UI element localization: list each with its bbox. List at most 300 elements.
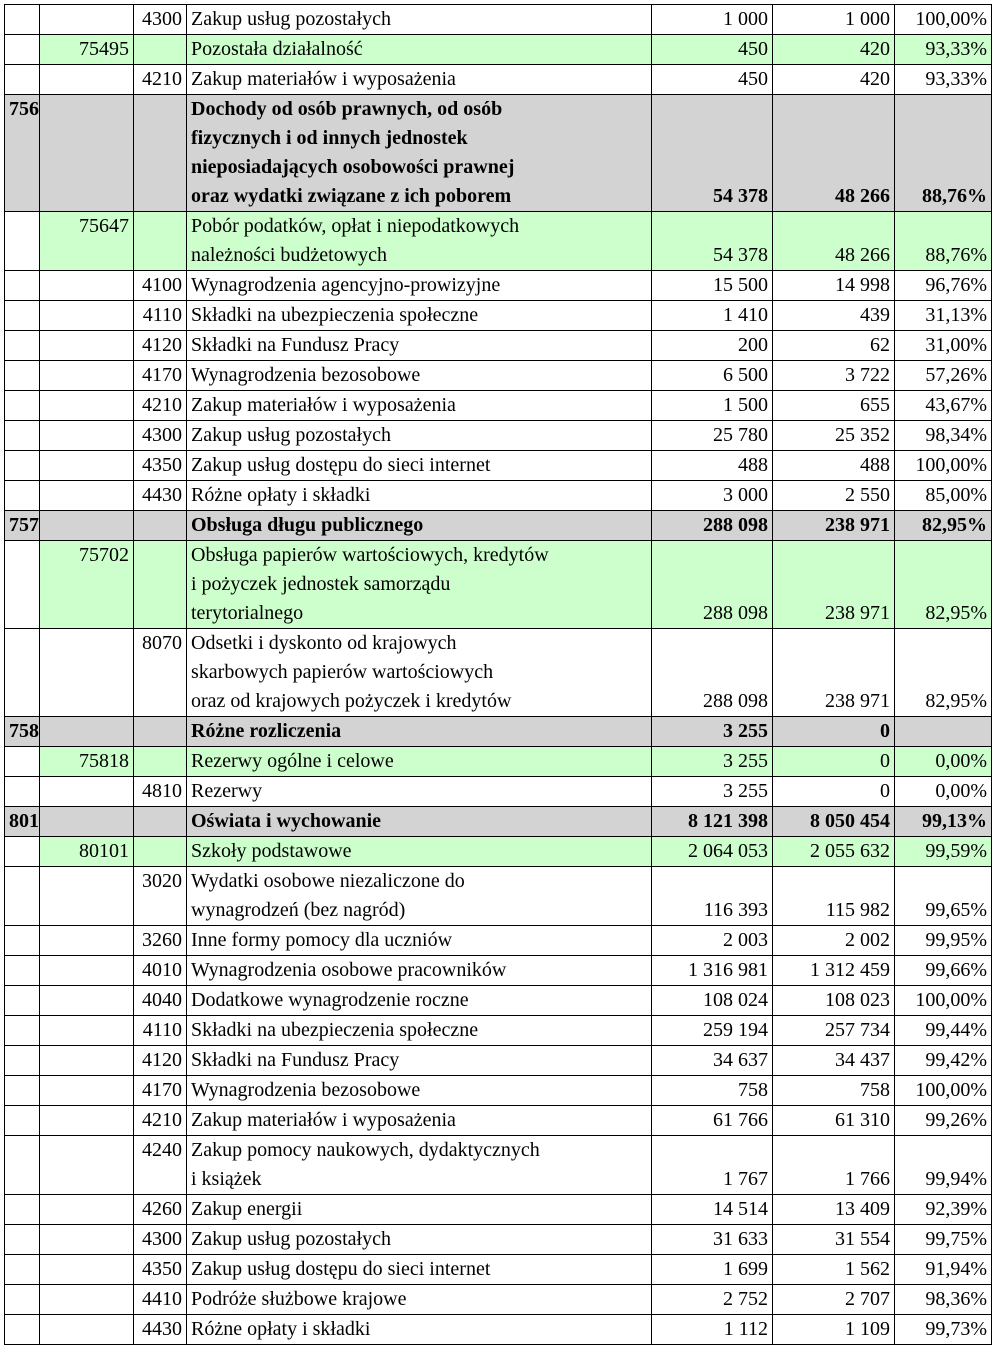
paragraf-code-cell: 4110 — [134, 1016, 187, 1046]
item-name-cell — [187, 717, 652, 747]
paragraf-row — [5, 301, 992, 331]
dzial-code-cell — [5, 956, 40, 986]
plan-value-cell: 31 633 — [652, 1225, 773, 1255]
execution-value-cell: 1 562 — [773, 1255, 895, 1285]
plan-value-cell: 25 780 — [652, 421, 773, 451]
budget-table — [4, 4, 992, 1345]
execution-percent-cell: 31,00% — [895, 331, 992, 361]
rozdzial-code-cell — [40, 421, 134, 451]
execution-percent-cell: 88,76% — [895, 212, 992, 271]
rozdzial-code-cell — [40, 867, 134, 926]
plan-value-cell: 2 064 053 — [652, 837, 773, 867]
item-name-line: fizycznych i od innych jednostek — [191, 127, 468, 149]
rozdzial-code-cell — [40, 717, 134, 747]
rozdzial-code-cell: 75702 — [40, 541, 134, 629]
paragraf-row — [5, 331, 992, 361]
item-name-cell — [187, 212, 652, 271]
execution-value-cell: 61 310 — [773, 1106, 895, 1136]
paragraf-code-cell: 8070 — [134, 629, 187, 717]
plan-value-cell: 288 098 — [652, 629, 773, 717]
execution-value-cell: 0 — [773, 777, 895, 807]
item-name-line: Zakup usług pozostałych — [191, 1228, 391, 1250]
paragraf-row — [5, 1225, 992, 1255]
execution-value-cell: 420 — [773, 35, 895, 65]
dzial-code-cell — [5, 541, 40, 629]
item-name-line: Pobór podatków, opłat i niepodatkowych — [191, 215, 520, 237]
paragraf-code-cell: 4300 — [134, 421, 187, 451]
item-name-line: Inne formy pomocy dla uczniów — [191, 929, 453, 951]
item-name-cell — [187, 361, 652, 391]
dzial-code-cell: 801 — [5, 807, 40, 837]
plan-value-cell: 1 410 — [652, 301, 773, 331]
plan-value-cell: 3 255 — [652, 747, 773, 777]
dzial-code-cell — [5, 212, 40, 271]
plan-value-cell: 1 000 — [652, 5, 773, 35]
execution-percent-cell: 99,44% — [895, 1016, 992, 1046]
execution-value-cell: 3 722 — [773, 361, 895, 391]
execution-percent-cell: 0,00% — [895, 747, 992, 777]
paragraf-code-cell: 4350 — [134, 451, 187, 481]
plan-value-cell: 1 500 — [652, 391, 773, 421]
paragraf-code-cell: 4120 — [134, 1046, 187, 1076]
item-name-line: Pozostała działalność — [191, 38, 363, 60]
dzial-code-cell — [5, 867, 40, 926]
paragraf-code-cell: 4810 — [134, 777, 187, 807]
item-name-line: Obsługa długu publicznego — [191, 514, 424, 536]
paragraf-code-cell: 4120 — [134, 331, 187, 361]
plan-value-cell: 108 024 — [652, 986, 773, 1016]
execution-percent-cell: 98,36% — [895, 1285, 992, 1315]
plan-value-cell: 758 — [652, 1076, 773, 1106]
plan-value-cell: 288 098 — [652, 541, 773, 629]
item-name-line: Składki na Fundusz Pracy — [191, 1049, 400, 1071]
dzial-row — [5, 511, 992, 541]
dzial-code-cell — [5, 777, 40, 807]
paragraf-code-cell: 4210 — [134, 65, 187, 95]
item-name-line: Zakup usług dostępu do sieci internet — [191, 454, 491, 476]
execution-value-cell: 2 002 — [773, 926, 895, 956]
rozdzial-code-cell — [40, 391, 134, 421]
paragraf-code-cell — [134, 511, 187, 541]
paragraf-row — [5, 629, 992, 717]
item-name-line: Zakup materiałów i wyposażenia — [191, 68, 456, 90]
execution-percent-cell: 88,76% — [895, 95, 992, 212]
execution-value-cell: 0 — [773, 747, 895, 777]
execution-percent-cell: 57,26% — [895, 361, 992, 391]
rozdzial-code-cell — [40, 777, 134, 807]
paragraf-code-cell — [134, 212, 187, 271]
execution-value-cell: 238 971 — [773, 541, 895, 629]
dzial-code-cell: 757 — [5, 511, 40, 541]
item-name-cell — [187, 65, 652, 95]
paragraf-row — [5, 777, 992, 807]
item-name-line: Zakup usług dostępu do sieci internet — [191, 1258, 491, 1280]
execution-value-cell: 14 998 — [773, 271, 895, 301]
item-name-line: Różne opłaty i składki — [191, 1318, 371, 1340]
execution-value-cell: 31 554 — [773, 1225, 895, 1255]
execution-value-cell: 238 971 — [773, 511, 895, 541]
plan-value-cell: 3 000 — [652, 481, 773, 511]
dzial-code-cell — [5, 331, 40, 361]
rozdzial-code-cell — [40, 1046, 134, 1076]
plan-value-cell: 14 514 — [652, 1195, 773, 1225]
paragraf-code-cell: 4300 — [134, 1225, 187, 1255]
paragraf-row — [5, 451, 992, 481]
paragraf-code-cell: 4300 — [134, 5, 187, 35]
plan-value-cell: 3 255 — [652, 717, 773, 747]
execution-percent-cell: 93,33% — [895, 65, 992, 95]
rozdzial-code-cell — [40, 1106, 134, 1136]
rozdzial-code-cell — [40, 361, 134, 391]
item-name-cell — [187, 629, 652, 717]
item-name-line: Zakup pomocy naukowych, dydaktycznych — [191, 1139, 540, 1161]
plan-value-cell: 61 766 — [652, 1106, 773, 1136]
paragraf-code-cell — [134, 541, 187, 629]
item-name-cell — [187, 1106, 652, 1136]
item-name-line: Zakup materiałów i wyposażenia — [191, 1109, 456, 1131]
item-name-cell — [187, 481, 652, 511]
dzial-code-cell — [5, 301, 40, 331]
dzial-code-cell — [5, 1016, 40, 1046]
rozdzial-code-cell — [40, 95, 134, 212]
item-name-line: Składki na ubezpieczenia społeczne — [191, 304, 479, 326]
item-name-line: Dochody od osób prawnych, od osób — [191, 98, 503, 120]
plan-value-cell: 3 255 — [652, 777, 773, 807]
item-name-cell — [187, 1136, 652, 1195]
rozdzial-code-cell — [40, 301, 134, 331]
plan-value-cell: 34 637 — [652, 1046, 773, 1076]
paragraf-row — [5, 1046, 992, 1076]
plan-value-cell: 288 098 — [652, 511, 773, 541]
item-name-line: Zakup materiałów i wyposażenia — [191, 394, 456, 416]
dzial-code-cell — [5, 986, 40, 1016]
item-name-cell — [187, 1016, 652, 1046]
plan-value-cell: 1 112 — [652, 1315, 773, 1345]
paragraf-row — [5, 1136, 992, 1195]
item-name-line: i pożyczek jednostek samorządu — [191, 573, 451, 595]
dzial-code-cell — [5, 271, 40, 301]
rozdzial-code-cell — [40, 451, 134, 481]
paragraf-row — [5, 1285, 992, 1315]
rozdzial-row — [5, 747, 992, 777]
plan-value-cell: 6 500 — [652, 361, 773, 391]
item-name-cell — [187, 867, 652, 926]
item-name-cell — [187, 807, 652, 837]
execution-value-cell: 488 — [773, 451, 895, 481]
paragraf-code-cell: 4110 — [134, 301, 187, 331]
execution-percent-cell: 99,66% — [895, 956, 992, 986]
plan-value-cell: 450 — [652, 35, 773, 65]
item-name-line: Składki na Fundusz Pracy — [191, 334, 400, 356]
execution-percent-cell: 98,34% — [895, 421, 992, 451]
paragraf-row — [5, 1106, 992, 1136]
execution-value-cell: 115 982 — [773, 867, 895, 926]
dzial-code-cell: 758 — [5, 717, 40, 747]
paragraf-code-cell — [134, 807, 187, 837]
item-name-line: Wydatki osobowe niezaliczone do — [191, 870, 465, 892]
paragraf-row — [5, 271, 992, 301]
item-name-line: oraz wydatki związane z ich poborem — [191, 185, 512, 207]
plan-value-cell: 1 699 — [652, 1255, 773, 1285]
item-name-cell — [187, 986, 652, 1016]
paragraf-code-cell — [134, 717, 187, 747]
item-name-cell — [187, 1076, 652, 1106]
item-name-cell — [187, 5, 652, 35]
rozdzial-code-cell — [40, 1136, 134, 1195]
execution-value-cell: 238 971 — [773, 629, 895, 717]
item-name-cell — [187, 747, 652, 777]
rozdzial-code-cell — [40, 807, 134, 837]
item-name-line: wynagrodzeń (bez nagród) — [191, 899, 406, 921]
execution-value-cell: 48 266 — [773, 212, 895, 271]
paragraf-code-cell: 4210 — [134, 391, 187, 421]
dzial-row — [5, 95, 992, 212]
item-name-line: Rezerwy ogólne i celowe — [191, 750, 394, 772]
rozdzial-code-cell — [40, 331, 134, 361]
paragraf-row — [5, 391, 992, 421]
execution-percent-cell: 100,00% — [895, 1076, 992, 1106]
execution-percent-cell — [895, 717, 992, 747]
item-name-line: Odsetki i dyskonto od krajowych — [191, 632, 457, 654]
dzial-code-cell — [5, 481, 40, 511]
item-name-cell — [187, 541, 652, 629]
execution-percent-cell: 82,95% — [895, 511, 992, 541]
item-name-cell — [187, 421, 652, 451]
execution-percent-cell: 99,75% — [895, 1225, 992, 1255]
paragraf-row — [5, 956, 992, 986]
paragraf-row — [5, 1315, 992, 1345]
execution-value-cell: 0 — [773, 717, 895, 747]
dzial-code-cell — [5, 65, 40, 95]
paragraf-code-cell — [134, 95, 187, 212]
dzial-code-cell — [5, 1076, 40, 1106]
execution-percent-cell: 100,00% — [895, 451, 992, 481]
paragraf-row — [5, 867, 992, 926]
execution-value-cell: 1 109 — [773, 1315, 895, 1345]
item-name-line: Zakup usług pozostałych — [191, 424, 391, 446]
execution-percent-cell: 43,67% — [895, 391, 992, 421]
rozdzial-code-cell — [40, 1195, 134, 1225]
paragraf-code-cell: 3260 — [134, 926, 187, 956]
item-name-cell — [187, 451, 652, 481]
item-name-cell — [187, 1195, 652, 1225]
dzial-code-cell — [5, 837, 40, 867]
execution-value-cell: 655 — [773, 391, 895, 421]
item-name-cell — [187, 35, 652, 65]
paragraf-code-cell: 4240 — [134, 1136, 187, 1195]
execution-value-cell: 108 023 — [773, 986, 895, 1016]
paragraf-row — [5, 1016, 992, 1046]
item-name-line: Oświata i wychowanie — [191, 810, 381, 832]
dzial-code-cell: 756 — [5, 95, 40, 212]
item-name-line: terytorialnego — [191, 602, 304, 624]
execution-value-cell: 420 — [773, 65, 895, 95]
rozdzial-code-cell — [40, 271, 134, 301]
plan-value-cell: 54 378 — [652, 212, 773, 271]
rozdzial-code-cell — [40, 986, 134, 1016]
execution-value-cell: 1 312 459 — [773, 956, 895, 986]
execution-value-cell: 25 352 — [773, 421, 895, 451]
item-name-line: Różne opłaty i składki — [191, 484, 371, 506]
execution-value-cell: 8 050 454 — [773, 807, 895, 837]
paragraf-row — [5, 361, 992, 391]
plan-value-cell: 450 — [652, 65, 773, 95]
paragraf-code-cell — [134, 747, 187, 777]
execution-value-cell: 257 734 — [773, 1016, 895, 1046]
paragraf-code-cell: 4410 — [134, 1285, 187, 1315]
item-name-line: skarbowych papierów wartościowych — [191, 661, 494, 683]
item-name-line: Wynagrodzenia osobowe pracowników — [191, 959, 507, 981]
rozdzial-code-cell — [40, 511, 134, 541]
paragraf-row — [5, 926, 992, 956]
paragraf-code-cell: 4430 — [134, 1315, 187, 1345]
execution-value-cell: 62 — [773, 331, 895, 361]
execution-percent-cell: 100,00% — [895, 5, 992, 35]
item-name-cell — [187, 956, 652, 986]
plan-value-cell: 200 — [652, 331, 773, 361]
rozdzial-code-cell — [40, 629, 134, 717]
item-name-cell — [187, 1255, 652, 1285]
execution-value-cell: 48 266 — [773, 95, 895, 212]
rozdzial-code-cell — [40, 926, 134, 956]
rozdzial-row — [5, 837, 992, 867]
execution-percent-cell: 91,94% — [895, 1255, 992, 1285]
item-name-line: i książek — [191, 1168, 262, 1190]
rozdzial-code-cell — [40, 956, 134, 986]
item-name-line: należności budżetowych — [191, 244, 388, 266]
plan-value-cell: 2 752 — [652, 1285, 773, 1315]
item-name-cell — [187, 1046, 652, 1076]
execution-value-cell: 2 707 — [773, 1285, 895, 1315]
plan-value-cell: 1 316 981 — [652, 956, 773, 986]
item-name-line: nieposiadających osobowości prawnej — [191, 156, 515, 178]
rozdzial-code-cell: 80101 — [40, 837, 134, 867]
item-name-line: Wynagrodzenia bezosobowe — [191, 364, 421, 386]
item-name-cell — [187, 271, 652, 301]
execution-percent-cell: 93,33% — [895, 35, 992, 65]
item-name-line: Różne rozliczenia — [191, 720, 342, 742]
rozdzial-code-cell — [40, 65, 134, 95]
item-name-cell — [187, 1285, 652, 1315]
execution-percent-cell: 99,13% — [895, 807, 992, 837]
paragraf-code-cell: 4170 — [134, 1076, 187, 1106]
dzial-code-cell — [5, 1255, 40, 1285]
dzial-row — [5, 807, 992, 837]
execution-percent-cell: 99,65% — [895, 867, 992, 926]
execution-percent-cell: 100,00% — [895, 986, 992, 1016]
paragraf-code-cell — [134, 837, 187, 867]
dzial-code-cell — [5, 926, 40, 956]
item-name-line: Zakup usług pozostałych — [191, 8, 391, 30]
execution-percent-cell: 82,95% — [895, 629, 992, 717]
paragraf-code-cell: 4260 — [134, 1195, 187, 1225]
execution-percent-cell: 99,42% — [895, 1046, 992, 1076]
item-name-cell — [187, 837, 652, 867]
paragraf-row — [5, 5, 992, 35]
paragraf-code-cell: 4350 — [134, 1255, 187, 1285]
execution-percent-cell: 96,76% — [895, 271, 992, 301]
item-name-line: Obsługa papierów wartościowych, kredytów — [191, 544, 549, 566]
plan-value-cell: 488 — [652, 451, 773, 481]
paragraf-code-cell: 4210 — [134, 1106, 187, 1136]
paragraf-code-cell: 4040 — [134, 986, 187, 1016]
execution-value-cell: 758 — [773, 1076, 895, 1106]
paragraf-row — [5, 986, 992, 1016]
paragraf-code-cell — [134, 35, 187, 65]
paragraf-row — [5, 481, 992, 511]
rozdzial-row — [5, 541, 992, 629]
rozdzial-code-cell: 75818 — [40, 747, 134, 777]
paragraf-row — [5, 1255, 992, 1285]
item-name-cell — [187, 777, 652, 807]
item-name-line: Wynagrodzenia bezosobowe — [191, 1079, 421, 1101]
dzial-code-cell — [5, 1285, 40, 1315]
plan-value-cell: 8 121 398 — [652, 807, 773, 837]
rozdzial-code-cell — [40, 1315, 134, 1345]
execution-value-cell: 1 766 — [773, 1136, 895, 1195]
dzial-code-cell — [5, 1315, 40, 1345]
rozdzial-code-cell — [40, 1285, 134, 1315]
paragraf-code-cell: 3020 — [134, 867, 187, 926]
execution-percent-cell: 31,13% — [895, 301, 992, 331]
plan-value-cell: 54 378 — [652, 95, 773, 212]
rozdzial-code-cell — [40, 1255, 134, 1285]
rozdzial-code-cell — [40, 1016, 134, 1046]
execution-percent-cell: 99,59% — [895, 837, 992, 867]
execution-value-cell: 13 409 — [773, 1195, 895, 1225]
execution-percent-cell: 85,00% — [895, 481, 992, 511]
dzial-code-cell — [5, 421, 40, 451]
rozdzial-code-cell: 75495 — [40, 35, 134, 65]
dzial-code-cell — [5, 1195, 40, 1225]
execution-percent-cell: 92,39% — [895, 1195, 992, 1225]
execution-value-cell: 1 000 — [773, 5, 895, 35]
execution-percent-cell: 99,95% — [895, 926, 992, 956]
item-name-cell — [187, 301, 652, 331]
dzial-code-cell — [5, 361, 40, 391]
dzial-code-cell — [5, 629, 40, 717]
dzial-code-cell — [5, 5, 40, 35]
plan-value-cell: 2 003 — [652, 926, 773, 956]
paragraf-row — [5, 421, 992, 451]
execution-value-cell: 2 055 632 — [773, 837, 895, 867]
item-name-cell — [187, 95, 652, 212]
item-name-line: oraz od krajowych pożyczek i kredytów — [191, 690, 512, 712]
paragraf-code-cell: 4170 — [134, 361, 187, 391]
rozdzial-row — [5, 35, 992, 65]
item-name-cell — [187, 511, 652, 541]
plan-value-cell: 116 393 — [652, 867, 773, 926]
rozdzial-code-cell — [40, 5, 134, 35]
execution-value-cell: 2 550 — [773, 481, 895, 511]
item-name-line: Szkoły podstawowe — [191, 840, 352, 862]
paragraf-row — [5, 1076, 992, 1106]
dzial-code-cell — [5, 747, 40, 777]
paragraf-code-cell: 4430 — [134, 481, 187, 511]
dzial-code-cell — [5, 35, 40, 65]
paragraf-code-cell: 4100 — [134, 271, 187, 301]
rozdzial-code-cell — [40, 481, 134, 511]
rozdzial-code-cell: 75647 — [40, 212, 134, 271]
item-name-line: Rezerwy — [191, 780, 263, 802]
dzial-code-cell — [5, 1046, 40, 1076]
rozdzial-row — [5, 212, 992, 271]
plan-value-cell: 259 194 — [652, 1016, 773, 1046]
item-name-line: Dodatkowe wynagrodzenie roczne — [191, 989, 469, 1011]
execution-percent-cell: 99,26% — [895, 1106, 992, 1136]
paragraf-row — [5, 65, 992, 95]
execution-percent-cell: 0,00% — [895, 777, 992, 807]
